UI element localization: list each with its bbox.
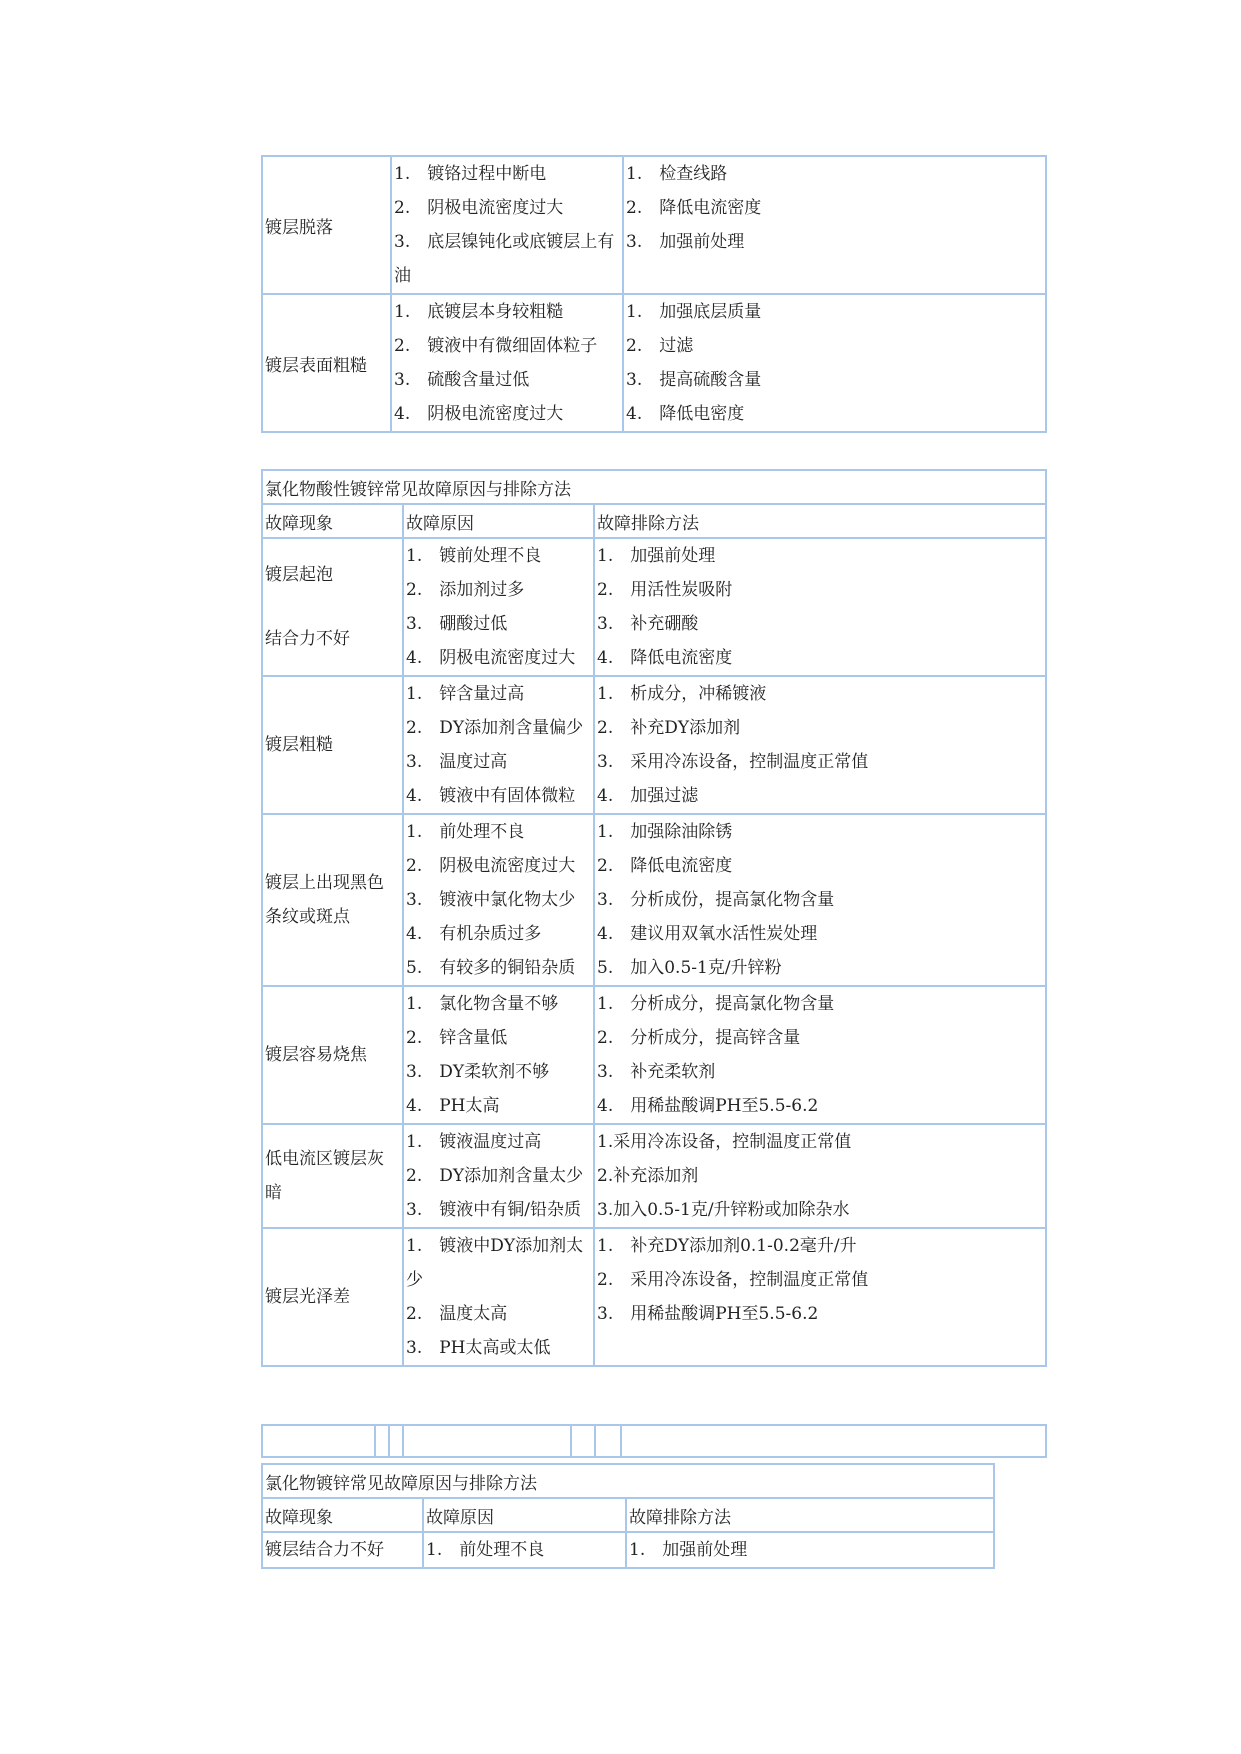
empty-cell	[262, 1425, 375, 1457]
symptom-text: 镀层表面粗糙	[265, 355, 367, 376]
table-header-row	[262, 504, 1046, 538]
remedies-cell	[594, 814, 1046, 986]
cause-line: 3. 镀液中有铜/铅杂质	[406, 1200, 581, 1220]
cause-line: 2. 阴极电流密度过大	[406, 856, 576, 876]
cause-line: 4. 阴极电流密度过大	[406, 648, 576, 668]
table-row	[262, 1425, 1046, 1457]
remedy-line: 1. 分析成分，提高氯化物含量	[597, 994, 835, 1014]
symptom-cell	[262, 156, 391, 294]
empty-cell	[571, 1425, 595, 1457]
symptom-text: 结合力不好	[265, 629, 350, 649]
cause-line: 1. 底镀层本身较粗糙	[394, 302, 564, 322]
remedy-line: 2. 分析成分，提高锌含量	[597, 1028, 801, 1048]
remedy-line: 3. 分析成份，提高氯化物含量	[597, 890, 835, 910]
cause-line: 1. 前处理不良	[426, 1540, 545, 1560]
table-title-row	[262, 470, 1046, 504]
table-chloride-acid-zinc	[261, 469, 1047, 1367]
table-row	[262, 156, 1046, 294]
causes-cell	[403, 1124, 594, 1228]
cause-line: 1. 镀铬过程中断电	[394, 164, 547, 184]
remedy-line: 3. 用稀盐酸调PH至5.5-6.2	[597, 1304, 819, 1324]
column-header: 故障原因	[423, 1498, 626, 1532]
symptom-cell	[262, 986, 403, 1124]
table-row	[262, 986, 1046, 1124]
empty-cell	[375, 1425, 389, 1457]
table-header-row	[262, 1498, 994, 1532]
cause-line: 5. 有较多的铜铅杂质	[406, 958, 576, 978]
table-row	[262, 1124, 1046, 1228]
remedies-cell	[594, 1228, 1046, 1366]
symptom-text: 镀层起泡	[265, 565, 333, 585]
causes-cell	[423, 1532, 626, 1568]
symptom-text: 镀层粗糙	[265, 735, 333, 755]
remedy-line: 1. 检查线路	[626, 164, 728, 184]
remedy-line: 1. 补充DY添加剂0.1-0.2毫升/升	[597, 1236, 857, 1256]
remedy-line: 2. 补充DY添加剂	[597, 718, 741, 738]
empty-cell	[621, 1425, 1046, 1457]
remedy-line: 2. 用活性炭吸附	[597, 580, 733, 600]
symptom-text: 镀层光泽差	[265, 1287, 350, 1307]
remedy-line: 3. 补充硼酸	[597, 614, 699, 634]
remedy-line: 4. 降低电流密度	[597, 648, 733, 668]
remedies-cell	[594, 676, 1046, 814]
symptom-cell	[262, 1228, 403, 1366]
cause-line: 1. 镀前处理不良	[406, 546, 542, 566]
cause-line: 3. 温度过高	[406, 752, 508, 772]
remedy-line: 1. 加强除油除锈	[597, 822, 733, 842]
empty-cell	[389, 1425, 403, 1457]
causes-cell	[403, 676, 594, 814]
symptom-text: 镀层容易烧焦	[265, 1045, 367, 1065]
cause-line: 3. 硫酸含量过低	[394, 370, 530, 390]
remedy-line: 4. 降低电密度	[626, 404, 745, 424]
cause-line: 4. 镀液中有固体微粒	[406, 786, 576, 806]
cause-line: 2. 添加剂过多	[406, 580, 525, 600]
table-row	[262, 676, 1046, 814]
cause-line: 3. 底层镍钝化或底镀层上有油	[394, 232, 615, 286]
remedies-cell	[594, 986, 1046, 1124]
symptom-text: 低电流区镀层灰暗	[265, 1149, 384, 1203]
remedy-line: 4. 用稀盐酸调PH至5.5-6.2	[597, 1096, 819, 1116]
remedy-line: 4. 建议用双氧水活性炭处理	[597, 924, 818, 944]
remedy-line: 2. 降低电流密度	[626, 198, 762, 218]
remedy-line: 4. 加强过滤	[597, 786, 699, 806]
remedy-line: 2.补充添加剂	[597, 1166, 699, 1186]
remedy-line: 2. 降低电流密度	[597, 856, 733, 876]
symptom-cell	[262, 814, 403, 986]
table-row	[262, 1228, 1046, 1366]
remedy-line: 1. 加强底层质量	[626, 302, 762, 322]
cause-line: 3. 硼酸过低	[406, 614, 508, 634]
cause-line: 2. DY添加剂含量太少	[406, 1166, 584, 1186]
table-chrome-faults	[261, 155, 1047, 433]
remedy-line: 3. 加强前处理	[626, 232, 745, 252]
remedy-line: 2. 过滤	[626, 336, 694, 356]
remedies-cell	[623, 294, 1046, 432]
symptom-text: 镀层上出现黑色条纹或斑点	[265, 873, 384, 927]
column-header: 故障现象	[262, 1498, 423, 1532]
empty-cell	[403, 1425, 571, 1457]
causes-cell	[403, 814, 594, 986]
column-header: 故障原因	[403, 504, 594, 538]
table-row	[262, 294, 1046, 432]
cause-line: 4. 阴极电流密度过大	[394, 404, 564, 424]
causes-cell	[403, 1228, 594, 1366]
cause-line: 1. 镀液温度过高	[406, 1132, 542, 1152]
remedies-cell	[594, 1124, 1046, 1228]
remedy-line: 3.加入0.5-1克/升锌粉或加除杂水	[597, 1200, 850, 1220]
symptom-cell	[262, 294, 391, 432]
cause-line: 3. DY柔软剂不够	[406, 1062, 550, 1082]
remedy-line: 1.采用冷冻设备，控制温度正常值	[597, 1132, 852, 1152]
remedy-line: 5. 加入0.5-1克/升锌粉	[597, 958, 782, 978]
remedy-line: 3. 采用冷冻设备，控制温度正常值	[597, 752, 869, 772]
cause-line: 1. 氯化物含量不够	[406, 994, 559, 1014]
remedies-cell	[623, 156, 1046, 294]
remedy-line: 1. 析成分，冲稀镀液	[597, 684, 767, 704]
table-title: 氯化物酸性镀锌常见故障原因与排除方法	[262, 470, 1046, 504]
table-title: 氯化物镀锌常见故障原因与排除方法	[262, 1464, 994, 1498]
empty-grid-row	[261, 1424, 1047, 1458]
remedy-line: 1. 加强前处理	[629, 1540, 748, 1560]
column-header: 故障排除方法	[594, 504, 1046, 538]
spacer	[265, 592, 400, 622]
causes-cell	[403, 986, 594, 1124]
empty-cell	[595, 1425, 621, 1457]
symptom-cell	[262, 538, 403, 676]
remedy-line: 3. 补充柔软剂	[597, 1062, 716, 1082]
table-row	[262, 1532, 994, 1568]
cause-line: 2. 温度太高	[406, 1304, 508, 1324]
column-header: 故障排除方法	[626, 1498, 994, 1532]
table-chloride-zinc	[261, 1463, 995, 1569]
remedy-line: 1. 加强前处理	[597, 546, 716, 566]
causes-cell	[391, 294, 623, 432]
table-row	[262, 814, 1046, 986]
cause-line: 4. PH太高	[406, 1096, 500, 1116]
cause-line: 2. 阴极电流密度过大	[394, 198, 564, 218]
symptom-cell	[262, 676, 403, 814]
symptom-text: 镀层结合力不好	[265, 1540, 384, 1560]
cause-line: 2. 锌含量低	[406, 1028, 508, 1048]
remedies-cell	[594, 538, 1046, 676]
causes-cell	[403, 538, 594, 676]
cause-line: 4. 有机杂质过多	[406, 924, 542, 944]
remedy-line: 2. 采用冷冻设备，控制温度正常值	[597, 1270, 869, 1290]
cause-line: 1. 镀液中DY添加剂太少	[406, 1236, 584, 1290]
cause-line: 1. 锌含量过高	[406, 684, 525, 704]
column-header: 故障现象	[262, 504, 403, 538]
remedies-cell	[626, 1532, 994, 1568]
table-row	[262, 538, 1046, 676]
cause-line: 1. 前处理不良	[406, 822, 525, 842]
cause-line: 3. PH太高或太低	[406, 1338, 551, 1358]
cause-line: 3. 镀液中氯化物太少	[406, 890, 576, 910]
table-title-row	[262, 1464, 994, 1498]
cause-line: 2. DY添加剂含量偏少	[406, 718, 584, 738]
symptom-text: 镀层脱落	[265, 217, 333, 238]
symptom-cell	[262, 1532, 423, 1568]
cause-line: 2. 镀液中有微细固体粒子	[394, 336, 598, 356]
remedy-line: 3. 提高硫酸含量	[626, 370, 762, 390]
causes-cell	[391, 156, 623, 294]
symptom-cell	[262, 1124, 403, 1228]
